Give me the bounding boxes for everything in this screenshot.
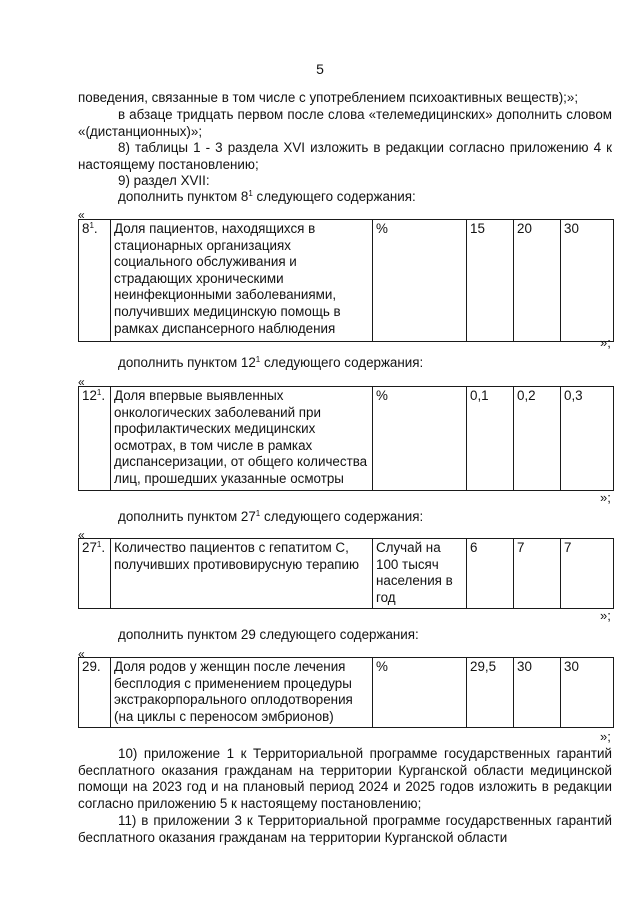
- intro-paragraph-2: в абзаце тридцать первом после слова «телемедицинских» дополнить словом «(дистанционных)»;: [78, 107, 612, 139]
- quote-close-mark: »;: [600, 608, 611, 623]
- item-value-1: 29,5: [467, 658, 514, 728]
- item-unit: %: [373, 658, 467, 728]
- item-table-29: [78, 657, 614, 728]
- item-value-3: 30: [561, 220, 614, 342]
- item-value-1: 6: [467, 539, 514, 609]
- item-value-1: 0,1: [467, 387, 514, 491]
- item-lead-27-1: дополнить пунктом $27^1$ следующего содержания:: [118, 509, 424, 524]
- item-number: $27^1$.: [79, 539, 111, 609]
- page-number: 5: [316, 61, 324, 77]
- item-description: Доля родов у женщин после лечения бесплодия с применением процедуры экстракорпорального оплодотворения (на циклы с переносом эмбрионов): [111, 658, 373, 728]
- item-value-3: 7: [561, 539, 614, 609]
- intro-paragraph-4: 9) раздел XVII:: [118, 173, 210, 188]
- item-unit: %: [373, 387, 467, 491]
- item-table-27-1: [78, 538, 614, 609]
- item-unit: Случай на 100 тысяч населения в год: [373, 539, 467, 609]
- item-value-3: 0,3: [561, 387, 614, 491]
- item-number: 29.: [79, 658, 111, 728]
- quote-open-mark: «: [78, 208, 85, 222]
- item-lead-29: дополнить пунктом 29 следующего содержания:: [118, 627, 419, 642]
- item-value-2: 0,2: [514, 387, 561, 491]
- quote-close-mark: »;: [600, 335, 611, 350]
- quote-close-mark: »;: [600, 729, 611, 744]
- item-lead-12-1: дополнить пунктом $12^1$ следующего содержания:: [118, 355, 424, 370]
- intro-paragraph-3: 8) таблицы 1 - 3 раздела XVI изложить в редакции согласно приложению 4 к настоящему постановлению;: [78, 140, 612, 172]
- quote-open-mark: «: [78, 375, 85, 389]
- item-number: $12^1$.: [79, 387, 111, 491]
- intro-line-1: поведения, связанные в том числе с употреблением психоактивных веществ);»;: [78, 90, 579, 105]
- item-unit: %: [373, 220, 467, 342]
- item-number: $8^1$.: [79, 220, 111, 342]
- quote-close-mark: »;: [600, 490, 611, 505]
- item-value-3: 30: [561, 658, 614, 728]
- item-value-2: 30: [514, 658, 561, 728]
- outro-paragraph-10: 10) приложение 1 к Территориальной программе государственных гарантий бесплатного оказания гражданам на территории Курганской области медицинской помощи на 2023 год и на плановый период 2024 и 2025 годов изложить в редакции согласно приложению 5 к настоящему постановлению;: [78, 746, 612, 811]
- item-description: Доля впервые выявленных онкологических заболеваний при профилактических медицинских осмотрах, в том числе в рамках диспансеризации, от общего количества лиц, прошедших указанные осмотры: [111, 387, 373, 491]
- item-value-2: 20: [514, 220, 561, 342]
- quote-open-mark: «: [78, 647, 85, 661]
- item-table-12-1: [78, 386, 614, 491]
- item-lead-8-1: дополнить пунктом $8^1$ следующего содержания:: [118, 189, 416, 204]
- outro-paragraph-11: 11) в приложении 3 к Территориальной программе государственных гарантий бесплатного оказания гражданам на территории Курганской области: [78, 813, 612, 845]
- item-description: Количество пациентов с гепатитом С, получивших противовирусную терапию: [111, 539, 373, 609]
- item-value-2: 7: [514, 539, 561, 609]
- item-table-8-1: [78, 219, 614, 342]
- item-value-1: 15: [467, 220, 514, 342]
- quote-open-mark: «: [78, 528, 85, 542]
- item-description: Доля пациентов, находящихся в стационарных организациях социального обслуживания и страдающих хроническими неинфекционными заболеваниями, получивших медицинскую помощь в рамках диспансерного наблюдения: [111, 220, 373, 342]
